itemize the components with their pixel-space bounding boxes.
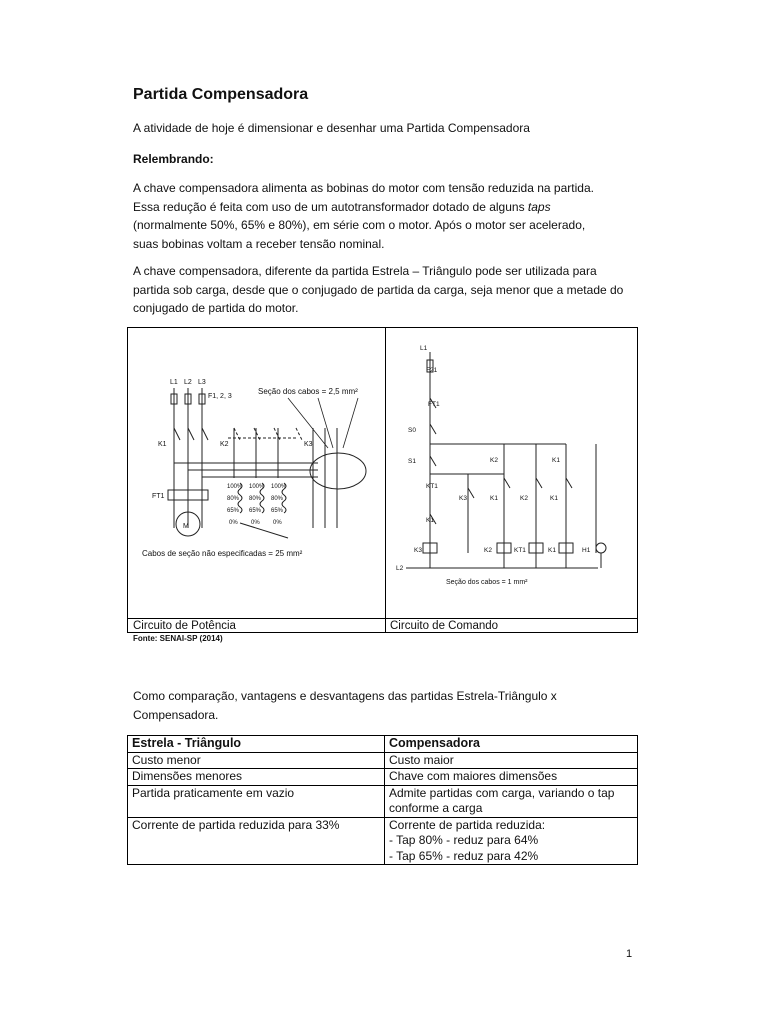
contactor-k1-label: K1 [158,441,167,448]
svg-text:K3: K3 [459,495,467,502]
button-s1-label: S1 [408,458,416,465]
table-cell: Corrente de partida reduzida para 33% [128,817,385,865]
svg-text:H1: H1 [582,547,591,554]
fuses-label: F1, 2, 3 [208,393,232,400]
table-cell: Corrente de partida reduzida: - Tap 80% - reduz para 64% - Tap 65% - reduz para 42% [385,817,638,865]
table-cell: Dimensões menores [128,769,385,786]
control-ft1-label: FT1 [428,401,440,408]
control-cable-section-label: Seção dos cabos = 1 mm² [446,579,528,586]
caption-control-circuit: Circuito de Comando [390,620,499,632]
recall-heading: Relembrando: [133,152,214,166]
table-cell: Partida praticamente em vazio [128,785,385,817]
line-l2-label: L2 [184,379,192,386]
fuse-f21-label: F21 [426,367,438,374]
svg-text:0%: 0% [273,520,282,526]
svg-text:KT1: KT1 [426,483,438,490]
svg-text:65%: 65% [249,508,262,514]
svg-text:65%: 65% [227,508,240,514]
caption-power-circuit: Circuito de Potência [133,620,236,632]
svg-text:80%: 80% [249,496,262,502]
contactor-k3-label: K3 [304,441,313,448]
svg-text:K1: K1 [550,495,558,502]
svg-text:K1: K1 [548,547,556,554]
motor-label: M [183,523,189,530]
cable-section-label: Seção dos cabos = 2,5 mm² [258,387,358,396]
page-number: 1 [626,948,633,960]
table-row [128,817,638,865]
svg-text:100%: 100% [271,484,287,490]
comparison-table [127,735,638,865]
svg-text:100%: 100% [227,484,243,490]
svg-text:K2: K2 [484,547,492,554]
table-cell: Admite partidas com carga, variando o tap conforme a carga [385,785,638,817]
table-header-compensator: Compensadora [385,736,638,753]
figure-source: Fonte: SENAI-SP (2014) [133,634,223,643]
line-l1-label: L1 [170,379,178,386]
svg-text:K2: K2 [520,495,528,502]
table-header-row [128,736,638,753]
comparison-intro: Como comparação, vantagens e desvantagens das partidas Estrela-Triângulo x Compensadora. [133,689,557,722]
svg-text:K3: K3 [414,547,422,554]
svg-text:K1: K1 [426,517,434,524]
svg-text:0%: 0% [251,520,260,526]
line-l3-label: L3 [198,379,206,386]
table-row [128,752,638,769]
table-header-star-delta: Estrela - Triângulo [128,736,385,753]
unspecified-cable-label: Cabos de seção não especificadas = 25 mm² [142,549,303,558]
table-cell: Custo menor [128,752,385,769]
paragraph-autotransformer: A chave compensadora alimenta as bobinas do motor com tensão reduzida na partida. Essa redução é feita com uso de um autotransformador dotado de alguns taps (normalmente 50%, 65% e 80%), em série com o motor. Após o motor ser acelerado, suas bobinas voltam a receber tensão nominal. [133,181,594,251]
svg-text:65%: 65% [271,508,284,514]
relay-ft1-label: FT1 [152,493,165,500]
svg-text:80%: 80% [271,496,284,502]
svg-text:100%: 100% [249,484,265,490]
control-l1-label: L1 [420,345,428,352]
paragraph-load-start: A chave compensadora, diferente da partida Estrela – Triângulo pode ser utilizada para partida sob carga, desde que o conjugado de partida da carga, seja menor que a metade do conjugado de partida do motor. [133,264,624,315]
table-cell: Chave com maiores dimensões [385,769,638,786]
svg-text:K1: K1 [490,495,498,502]
svg-text:K2: K2 [490,457,498,464]
control-circuit-diagram [386,328,638,618]
button-s0-label: S0 [408,427,416,434]
svg-text:0%: 0% [229,520,238,526]
table-cell: Custo maior [385,752,638,769]
svg-text:KT1: KT1 [514,547,526,554]
intro-text: A atividade de hoje é dimensionar e desenhar uma Partida Compensadora [133,121,530,135]
control-l2-label: L2 [396,565,404,572]
page-title: Partida Compensadora [133,86,309,103]
svg-text:80%: 80% [227,496,240,502]
power-circuit-diagram [128,328,384,618]
table-row [128,785,638,817]
table-row [128,769,638,786]
svg-text:K1: K1 [552,457,560,464]
contactor-k2-label: K2 [220,441,229,448]
circuit-figure [127,327,638,633]
